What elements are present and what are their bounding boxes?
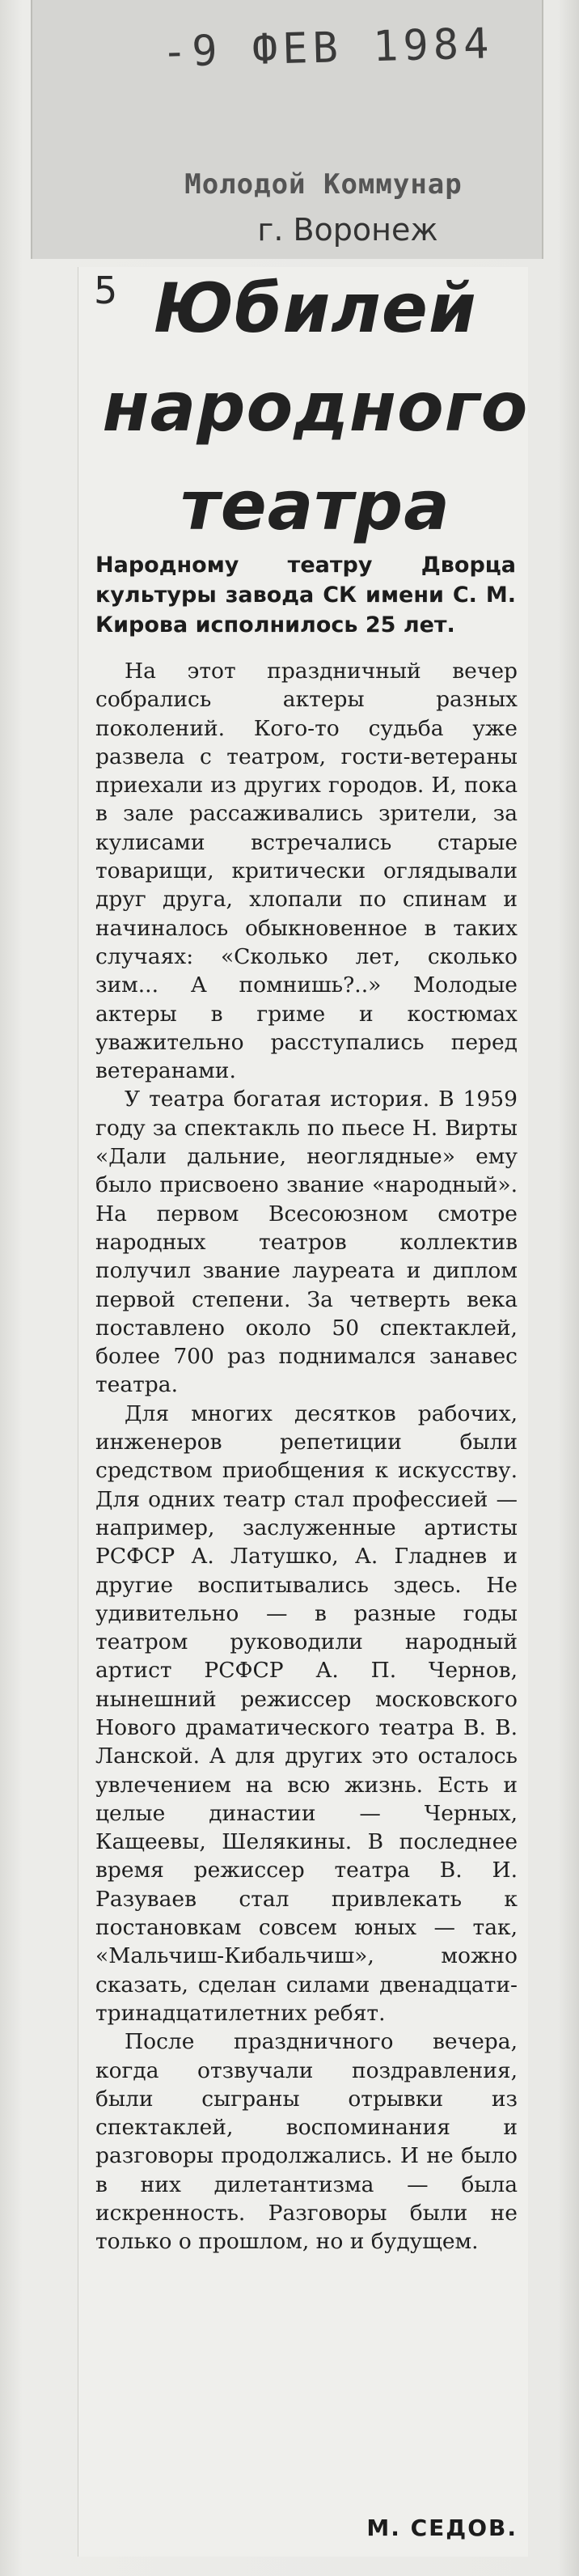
- article-lead: Народному театру Дворца культуры завода СК имени С. М. Кирова исполнилось 25 лет.: [95, 553, 516, 638]
- article-author: М. СЕДОВ.: [366, 2515, 518, 2541]
- date-stamp: -9 ФЕВ 1984: [161, 19, 495, 77]
- article-paragraph: Для многих десятков рабочих, инженеров репетиции были средством приобщения к искусству. Для одних театр стал профессией — например, заслуженные артисты РСФСР А. Латушко, А. Гладнев и другие воспитывались здесь. Не удивительно — в разные годы театром руководили народный артист РСФСР А. П. Чернов, нынешний режиссер московского Нового драматического театра В. В. Ланской. А для других это осталось увлечением на всю жизнь. Есть и целые династии — Черных, Кащеевы, Шелякины. В последнее время режиссер театра В. И. Разуваев стал привлекать к постановкам совсем юных — так, «Мальчиш-Кибальчиш», можно сказать, сделан силами двенадцати-тринадцатилетних ребят.: [95, 1400, 518, 2026]
- headline-line: Юбилей: [154, 269, 477, 348]
- page-number: 5: [94, 269, 118, 312]
- article-paragraph: На этот праздничный вечер собрались актеры разных поколений. Кого-то судьба уже развела с театром, гости-ветераны приехали из других городов. И, пока в зале рассаживались зрители, за кулисами встречались старые товарищи, критически оглядывали друг друга, хлопали по спинам и начиналось обыкновенное в таких случаях: «Сколько лет, сколько зим... А помнишь?..» Молодые актеры в гриме и костюмах уважительно расступались перед ветеранами.: [95, 659, 518, 1084]
- publication-city: г. Воронеж: [257, 212, 438, 248]
- headline-line: народного: [102, 367, 529, 447]
- article-paragraph: После праздничного вечера, когда отзвучали поздравления, были сыграны отрывки из спектаклей, воспоминания и разговоры продолжались. И не было в них дилетантизма — была искренность. Разговоры были не только о прошлом, но и будущем.: [95, 2029, 518, 2255]
- publication-name: Молодой Коммунар: [184, 168, 463, 201]
- article-paragraph: У театра богатая история. В 1959 году за спектакль по пьесе Н. Вирты «Дали дальние, неоглядные» ему было присвоено звание «народный». На первом Всесоюзном смотре народных театров коллектив получил звание лауреата и диплом первой степени. За четверть века поставлено около 50 спектаклей, более 700 раз поднимался занавес театра.: [95, 1087, 518, 1398]
- article-headline: [89, 259, 542, 555]
- headline-line: театра: [180, 466, 450, 545]
- article-body: [95, 657, 518, 2256]
- clipping-header: [31, 0, 543, 259]
